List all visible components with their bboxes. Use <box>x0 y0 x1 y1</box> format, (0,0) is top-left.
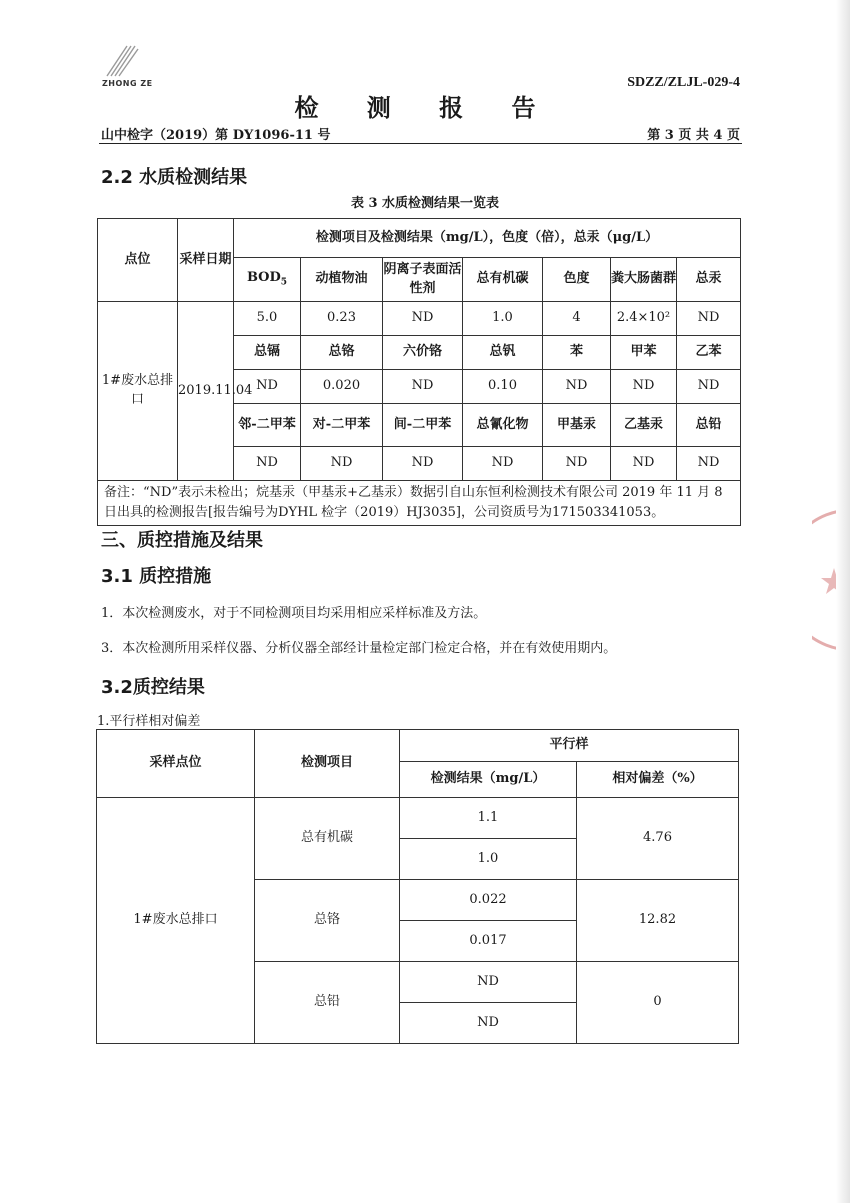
table-cell: ND <box>611 447 677 481</box>
page-number: 第 3 页 共 4 页 <box>647 128 740 143</box>
table-cell: 5.0 <box>234 302 301 336</box>
table-cell: 0.23 <box>301 302 383 336</box>
table-cell: ND <box>383 370 463 404</box>
qc-item: 总铬 <box>255 880 400 962</box>
table-cell: 乙苯 <box>677 336 741 370</box>
table-cell: ND <box>543 447 611 481</box>
col-date-header: 采样日期 <box>178 219 234 302</box>
qc-deviation: 0 <box>577 962 739 1044</box>
table-cell: 1.0 <box>463 302 543 336</box>
parallel-sample-table <box>96 729 739 1044</box>
table-cell: 总镉 <box>234 336 301 370</box>
measure-item: 1．本次检测废水，对于不同检测项目均采用相应采样标准及方法。 <box>101 606 487 621</box>
company-logo-icon <box>105 40 139 78</box>
table-cell: ND <box>301 447 383 481</box>
page-edge-shadow <box>836 0 850 1203</box>
logo-text: ZHONG ZE <box>102 79 153 88</box>
table-cell: ND <box>543 370 611 404</box>
table-cell: 六价铬 <box>383 336 463 370</box>
table-cell: 乙基汞 <box>611 404 677 447</box>
document-code: SDZZ/ZLJL-029-4 <box>627 75 740 90</box>
qc-item: 总铅 <box>255 962 400 1044</box>
table-cell: 甲苯 <box>611 336 677 370</box>
table-cell: 0.020 <box>301 370 383 404</box>
table-cell: 邻-二甲苯 <box>234 404 301 447</box>
qc-result: 1.1 <box>400 798 577 839</box>
table-cell: ND <box>383 447 463 481</box>
section-2-2-heading: 2.2 水质检测结果 <box>101 167 248 188</box>
qc-result: 0.017 <box>400 921 577 962</box>
measure-item: 3．本次检测所用采样仪器、分析仪器全部经计量检定部门检定合格，并在有效使用期内。 <box>101 641 617 656</box>
section-3-heading: 三、质控措施及结果 <box>101 530 263 551</box>
table-note: 备注：“ND”表示未检出；烷基汞（甲基汞+乙基汞）数据引自山东恒利检测技术有限公司 2019 年 11 月 8 日出具的检测报告[报告编号为DYHL 检字（2019）HJ3035]，公司资质号为171503341053。 <box>98 481 741 526</box>
table-cell: ND <box>234 370 301 404</box>
qc-table-title: 1.平行样相对偏差 <box>97 714 201 729</box>
item-bod5: $BOD_5$ <box>234 258 301 302</box>
table-cell: ND <box>234 447 301 481</box>
page-title: 检 测 报 告 <box>294 93 556 122</box>
table-cell: 总铬 <box>301 336 383 370</box>
table-cell: ND <box>677 302 741 336</box>
qc-item: 总有机碳 <box>255 798 400 880</box>
table-cell: 色度 <box>543 258 611 302</box>
table-3-caption: 表 3 水质检测结果一览表 <box>350 196 500 211</box>
table-cell: ND <box>611 370 677 404</box>
table-cell: ND <box>677 447 741 481</box>
section-3-1-heading: 3.1 质控措施 <box>101 566 212 587</box>
table-cell: 间-二甲苯 <box>383 404 463 447</box>
header-divider <box>99 143 742 144</box>
table-cell: 总氰化物 <box>463 404 543 447</box>
col-item-header: 检测项目 <box>255 730 400 798</box>
table-cell: 动植物油 <box>301 258 383 302</box>
qc-result: ND <box>400 962 577 1003</box>
group-header: 检测项目及检测结果（mg/L），色度（倍），总汞（μg/L） <box>234 219 741 258</box>
qc-deviation: 4.76 <box>577 798 739 880</box>
table-cell: 0.10 <box>463 370 543 404</box>
table-cell: 总汞 <box>677 258 741 302</box>
table-cell: 阴离子表面活性剂 <box>383 258 463 302</box>
table-cell: 2.4×10² <box>611 302 677 336</box>
col-parallel-header: 平行样 <box>400 730 739 762</box>
qc-sampling-point: 1#废水总排口 <box>97 798 255 1044</box>
water-quality-table <box>97 218 741 526</box>
sampling-point: 1#废水总排口 <box>98 302 178 481</box>
table-cell: 甲基汞 <box>543 404 611 447</box>
table-cell: 苯 <box>543 336 611 370</box>
qc-result: ND <box>400 1003 577 1044</box>
col-deviation-header: 相对偏差（%） <box>577 762 739 798</box>
table-cell: ND <box>677 370 741 404</box>
table-cell: 总钒 <box>463 336 543 370</box>
table-cell: 4 <box>543 302 611 336</box>
col-point-header: 点位 <box>98 219 178 302</box>
table-cell: ND <box>463 447 543 481</box>
qc-deviation: 12.82 <box>577 880 739 962</box>
col-result-header: 检测结果（mg/L） <box>400 762 577 798</box>
table-cell: 对-二甲苯 <box>301 404 383 447</box>
table-cell: 粪大肠菌群 <box>611 258 677 302</box>
table-cell: 总有机碳 <box>463 258 543 302</box>
table-cell: 总铅 <box>677 404 741 447</box>
sampling-date: 2019.11.04 <box>178 302 234 481</box>
qc-result: 1.0 <box>400 839 577 880</box>
qc-result: 0.022 <box>400 880 577 921</box>
section-3-2-heading: 3.2质控结果 <box>101 677 205 698</box>
report-number: 山中检字（2019）第 DY1096-11 号 <box>101 128 331 143</box>
col-sampling-point-header: 采样点位 <box>97 730 255 798</box>
table-cell: ND <box>383 302 463 336</box>
